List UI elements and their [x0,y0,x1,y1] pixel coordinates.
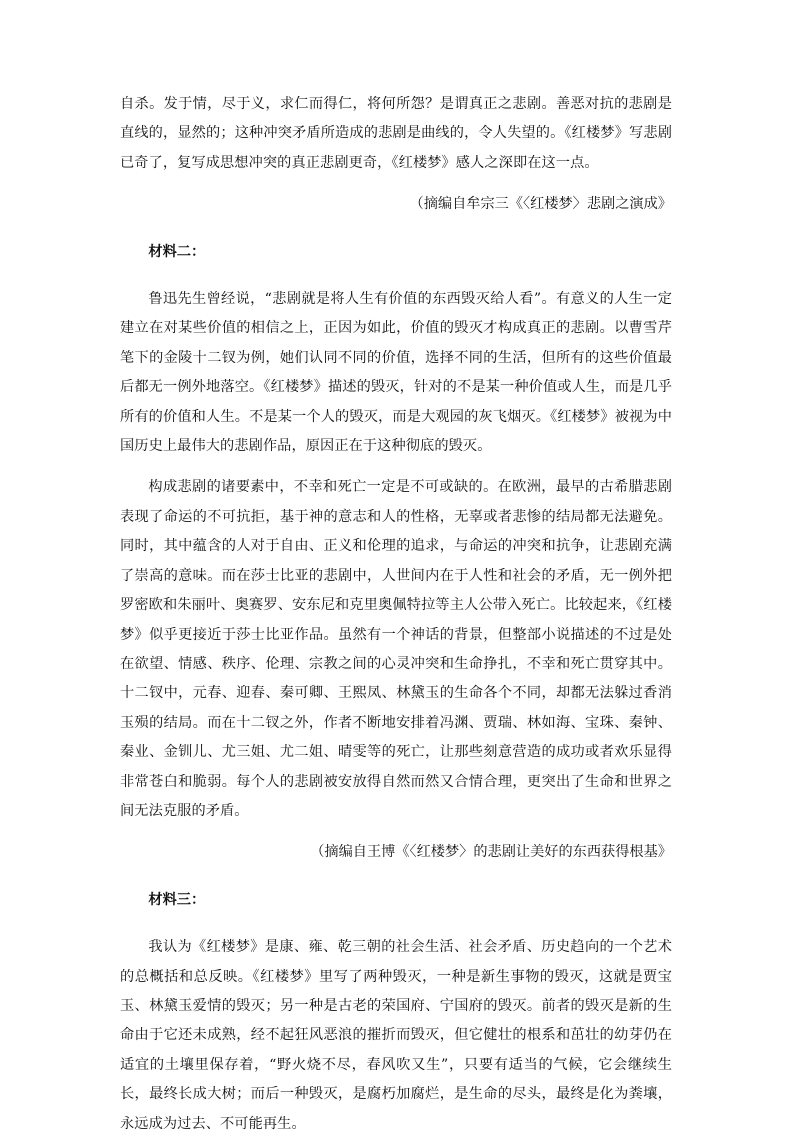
heading-material2: 材料二： [148,243,206,260]
paragraph-material2-2: 构成悲剧的诸要素中，不幸和死亡一定是不可或缺的。在欧洲，最早的古希腊悲剧表现了命运的不可抗拒，基于神的意志和人的性格，无辜或者悲惨的结局都无法避免。同时，其中蕴含的人对于自由、正义和伦理的追求，与命运的冲突和抗争，让悲剧充满了崇高的意味。而在莎士比亚的悲剧中，人世间内在于人性和社会的矛盾，无一例外把罗密欧和朱丽叶、奥赛罗、安东尼和克里奥佩特拉等主人公带入死亡。比较起来，《红楼梦》似乎更接近于莎士比亚作品。虽然有一个神话的背景，但整部小说描述的不过是处在欲望、情感、秩序、伦理、宗教之间的心灵冲突和生命挣扎，不幸和死亡贯穿其中。十二钗中，元春、迎春、秦可卿、王熙凤、林黛玉的生命各个不同，却都无法躲过香消玉殒的结局。而在十二钗之外，作者不断地安排着冯渊、贾瑞、林如海、宝珠、秦钟、秦业、金钏儿、尤三姐、尤二姐、晴雯等的死亡，让那些刻意营造的成功或者欢乐显得非常苍白和脆弱。每个人的悲剧被安放得自然而然又合情合理，更突出了生命和世界之间无法克服的矛盾。 [120,479,672,819]
source-citation-2: （摘编自王博《〈红楼梦〉的悲剧让美好的东西获得根基》 [310,844,672,861]
heading-material3: 材料三： [148,891,206,908]
source-citation-1: （摘编自牟宗三《〈红楼梦〉悲剧之演成》 [409,196,672,213]
paragraph-material1-end: 自杀。发于情，尽于义，求仁而得仁，将何所怨？是谓真正之悲剧。善恶对抗的悲剧是直线的，显然的；这种冲突矛盾所造成的悲剧是曲线的，令人失望的。《红楼梦》写悲剧已奇了，复写成思想冲突的真正悲剧更奇，《红楼梦》感人之深即在这一点。 [120,96,672,171]
document-page [120,90,672,1139]
paragraph-material2-1: 鲁迅先生曾经说，“悲剧就是将人生有价值的东西毁灭给人看”。有意义的人生一定建立在对某些价值的相信之上，正因为如此，价值的毁灭才构成真正的悲剧。以曹雪芹笔下的金陵十二钗为例，她们认同不同的价值，选择不同的生活，但所有的这些价值最后都无一例外地落空。《红楼梦》描述的毁灭，针对的不是某一种价值或人生，而是几乎所有的价值和人生。不是某一个人的毁灭，而是大观园的灰飞烟灭。《红楼梦》被视为中国历史上最伟大的悲剧作品，原因正在于这种彻底的毁灭。 [120,291,672,455]
paragraph-material3-1: 我认为《红楼梦》是康、雍、乾三朝的社会生活、社会矛盾、历史趋向的一个艺术的总概括和总反映。《红楼梦》里写了两种毁灭，一种是新生事物的毁灭，这就是贾宝玉、林黛玉爱情的毁灭；另一种是古老的荣国府、宁国府的毁灭。前者的毁灭是新的生命由于它还未成熟，经不起狂风恶浪的摧折而毁灭，但它健壮的根系和茁壮的幼芽仍在适宜的土壤里保存着，“野火烧不尽，春风吹又生”，只要有适当的气候，它会继续生长，最终长成大树；而后一种毁灭，是腐朽加腐烂，是生命的尽头，最终是化为粪壤，永远成为过去、不可能再生。 [120,939,672,1132]
